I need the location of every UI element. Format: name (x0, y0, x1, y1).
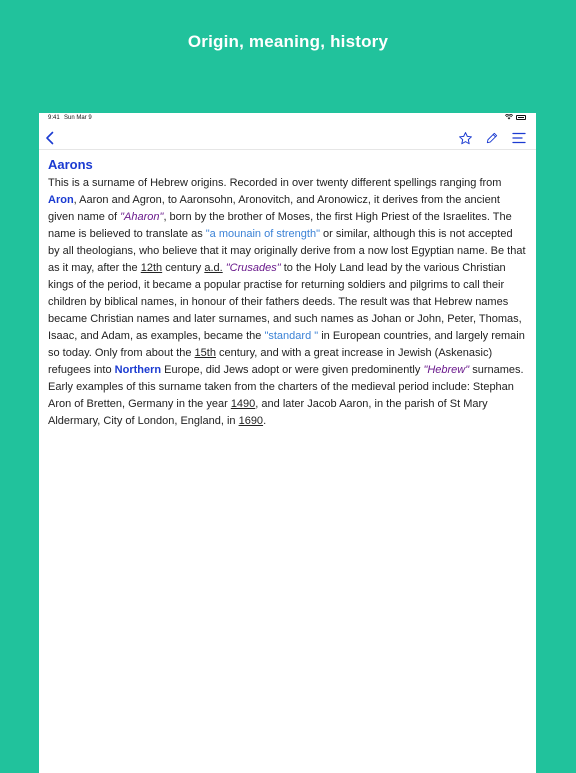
nav-bar (39, 125, 536, 150)
device-screen (39, 113, 536, 773)
status-time: 9:41 (48, 115, 60, 121)
link-standard[interactable]: "standard " (264, 330, 319, 342)
entry-content (39, 150, 536, 430)
entry-body: This is a surname of Hebrew origins. Recorded in over twenty different spellings ranging from Aron, Aaron and Agron, to Aaronsohn, Aronovitch, and Aronowicz, it derives from the ancient given name of "Aharon", born by the brother of Moses, the first High Priest of the Israelites. The name is believed to translate as "a mounain of strength" or similar, although this is not accepted by all theologians, who believe that it may originally derive from a now lost Egyptian name. Be that as it may, after the 12th century a.d. "Crusades" to the Holy Land lead by the various Christian kings of the period, it became a popular practise for returning soldiers and pilgrims to call their children by biblical names, in honour of their fathers deeds. The result was that Hebrew names became Christian names and later surnames, and such names as Johan or John, Peter, Thomas, Isaac, and Adam, as examples, became the "standard " in European countries, and largely remain so today. Only from about the 15th century, and with a great increase in Jewish (Askenasic) refugees into Northern Europe, did Jews adopt or were given predominently "Hebrew" surnames. Early examples of this surname taken from the charters of the medieval period include: Stephan Aron of Bretten, Germany in the year 1490, and later Jacob Aaron, in the parish of St Mary Aldermary, City of London, England, in 1690. (48, 177, 526, 427)
quote-aharon: "Aharon" (120, 211, 164, 223)
menu-button[interactable] (510, 129, 528, 147)
back-button[interactable] (41, 129, 59, 147)
link-mountain-of-strength[interactable]: "a mounain of strength" (205, 228, 320, 240)
chevron-left-icon (45, 131, 55, 145)
link-12th[interactable]: 12th (140, 262, 163, 274)
quote-crusades: "Crusades" (225, 262, 281, 274)
link-aron[interactable]: Aron (48, 194, 74, 206)
status-date: Sun Mar 9 (64, 115, 92, 121)
status-icons (505, 114, 526, 120)
favorite-button[interactable] (456, 129, 474, 147)
link-1690[interactable]: 1690 (238, 415, 264, 427)
link-northern[interactable]: Northern (114, 364, 162, 376)
link-ad[interactable]: a.d. (204, 262, 223, 274)
promo-title: Origin, meaning, history (187, 32, 389, 51)
entry-title: Aarons (48, 157, 93, 172)
link-15th[interactable]: 15th (194, 347, 216, 359)
link-1490[interactable]: 1490 (230, 398, 256, 410)
quote-hebrew: "Hebrew" (423, 364, 470, 376)
menu-lines-icon (512, 132, 526, 144)
edit-button[interactable] (483, 129, 501, 147)
status-bar (39, 113, 536, 125)
battery-icon (516, 115, 526, 120)
star-icon (458, 131, 473, 146)
pencil-icon (485, 131, 499, 145)
wifi-icon (505, 114, 513, 120)
